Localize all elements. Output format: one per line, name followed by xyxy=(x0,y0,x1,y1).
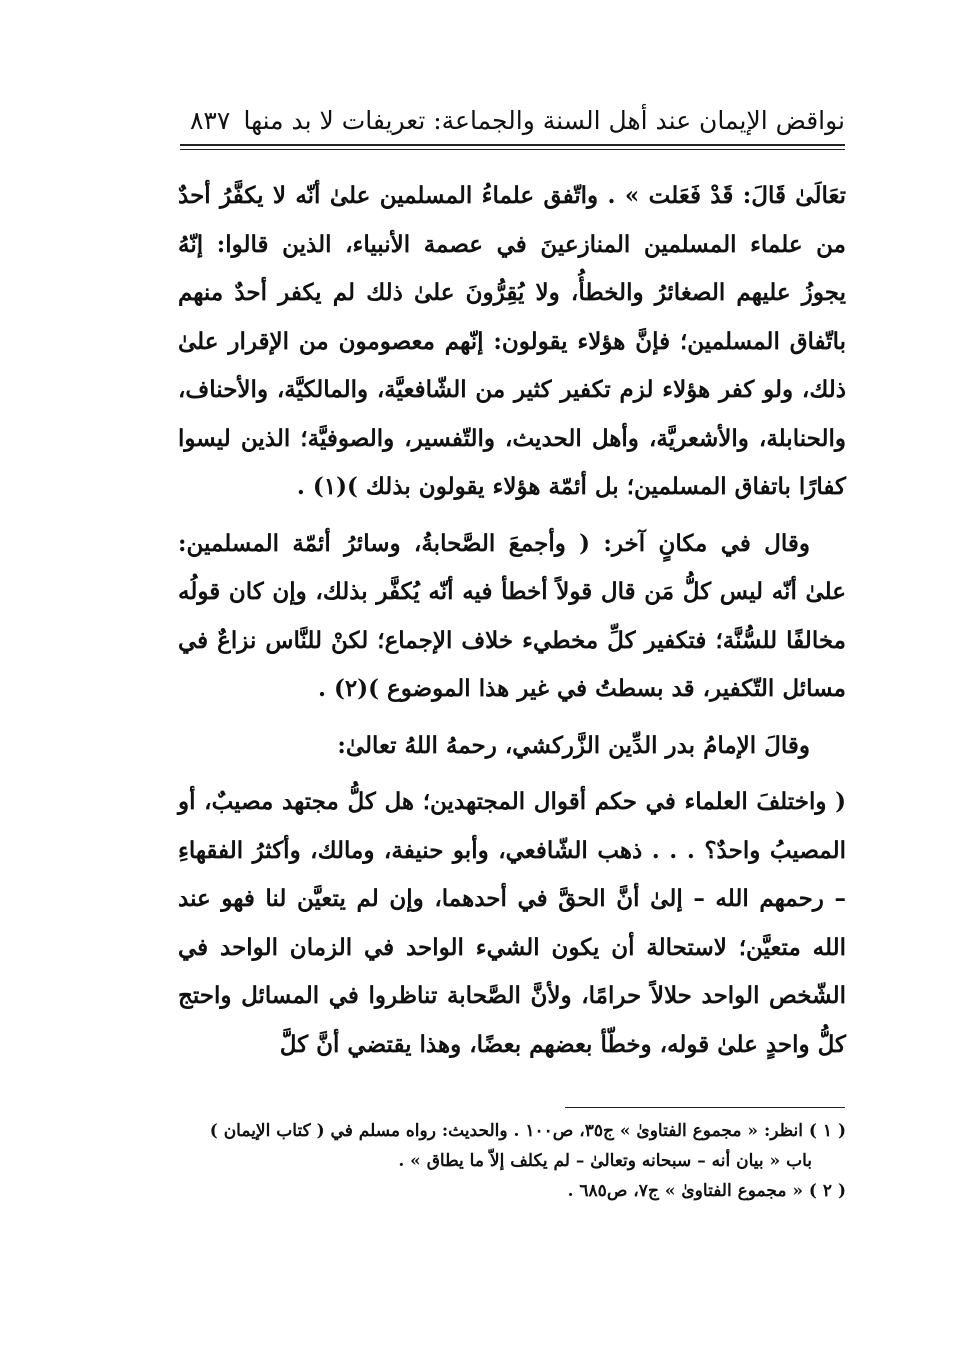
paragraph: ( واختلفَ العلماء في حكم أقوال المجتهدين؛ هل كلُّ مجتهد مصيبٌ، أو المصيبُ واحدٌ؟ . . . ذهب الشّافعي، وأبو حنيفة، ومالك، وأكثرُ الفقهاءِ – رحمهم الله – إلىٰ أنَّ الحقَّ في أحدهما، وإن لم يتعيَّن لنا فهو عند الله متعيَّن؛ لاستحالة أن يكون الشيء الواحد في الزمان الواحد في الشّخص الواحد حلالاً حرامًا، ولأنَّ الصَّحابة تناظروا في المسائل واحتج كلُّ واحدٍ علىٰ قوله، وخطّأ بعضهم بعضًا، وهذا يقتضي أنَّ كلَّ xyxy=(178,788,846,1058)
header-rule-thin xyxy=(180,149,845,150)
page-number: ٨٣٧ xyxy=(190,106,231,135)
header-title: نواقض الإيمان عند أهل السنة والجماعة: تعريفات لا بد منها xyxy=(243,106,845,135)
paragraph: وقال في مكانٍ آخر: ( وأجمعَ الصَّحابةُ، وسائرُ أئمّة المسلمين: علىٰ أنّه ليس كلُّ مَن قال قولاً أخطأ فيه أنّه يُكفَّر بذلك، وإن كان قولُه مخالفًا للسُّنَّة؛ فتكفير كلِّ مخطيء خلاف الإجماع؛ لكنْ للنَّاس نزاعٌ في مسائل التّكفير، قد بسطتُ في غير هذا الموضوع )(٢) . xyxy=(178,529,846,702)
footnotes xyxy=(178,1116,846,1206)
footnote-separator xyxy=(565,1107,845,1108)
paragraph: وقالَ الإمامُ بدر الدِّين الزَّركشي، رحمهُ اللهُ تعالىٰ: xyxy=(337,731,810,759)
footnote: ( ٢ ) « مجموع الفتاوىٰ » ج٧، ص٦٨٥ . xyxy=(567,1181,846,1201)
footnote-continuation: باب « بيان أنه – سبحانه وتعالىٰ – لم يكلف إلاّ ما يطاق » . xyxy=(398,1151,812,1171)
header-rule xyxy=(180,144,845,146)
main-text xyxy=(178,172,846,1069)
running-header xyxy=(180,104,845,144)
footnote: ( ١ ) انظر: « مجموع الفتاوىٰ » ج٣٥، ص١٠٠ . والحديث: رواه مسلم في ( كتاب الإيمان ) xyxy=(209,1121,846,1141)
paragraph: تعَالَىٰ قَالَ: قَدْ فَعَلت » . واتّفق علماءُ المسلمين علىٰ أنّه لا يكفَّرُ أحدٌ من علماء المسلمين المنازعينَ في عصمة الأنبياء، الذين قالوا: إنّهُ يجوزُ عليهم الصغائرُ والخطأُ، ولا يُقِرُّونَ علىٰ ذلك لم يكفر أحدٌ منهم باتّفاق المسلمين؛ فإنَّ هؤلاء يقولون: إنّهم معصومون من الإقرار علىٰ ذلك، ولو كفر هؤلاء لزم تكفير كثير من الشّافعيَّة، والمالكيَّة، والأحناف، والحنابلة، والأشعريَّة، وأهل الحديث، والتّفسير، والصوفيَّة؛ الذين ليسوا كفارًا باتفاق المسلمين؛ بل أئمّة هؤلاء يقولون بذلك )(١) . xyxy=(178,182,846,500)
